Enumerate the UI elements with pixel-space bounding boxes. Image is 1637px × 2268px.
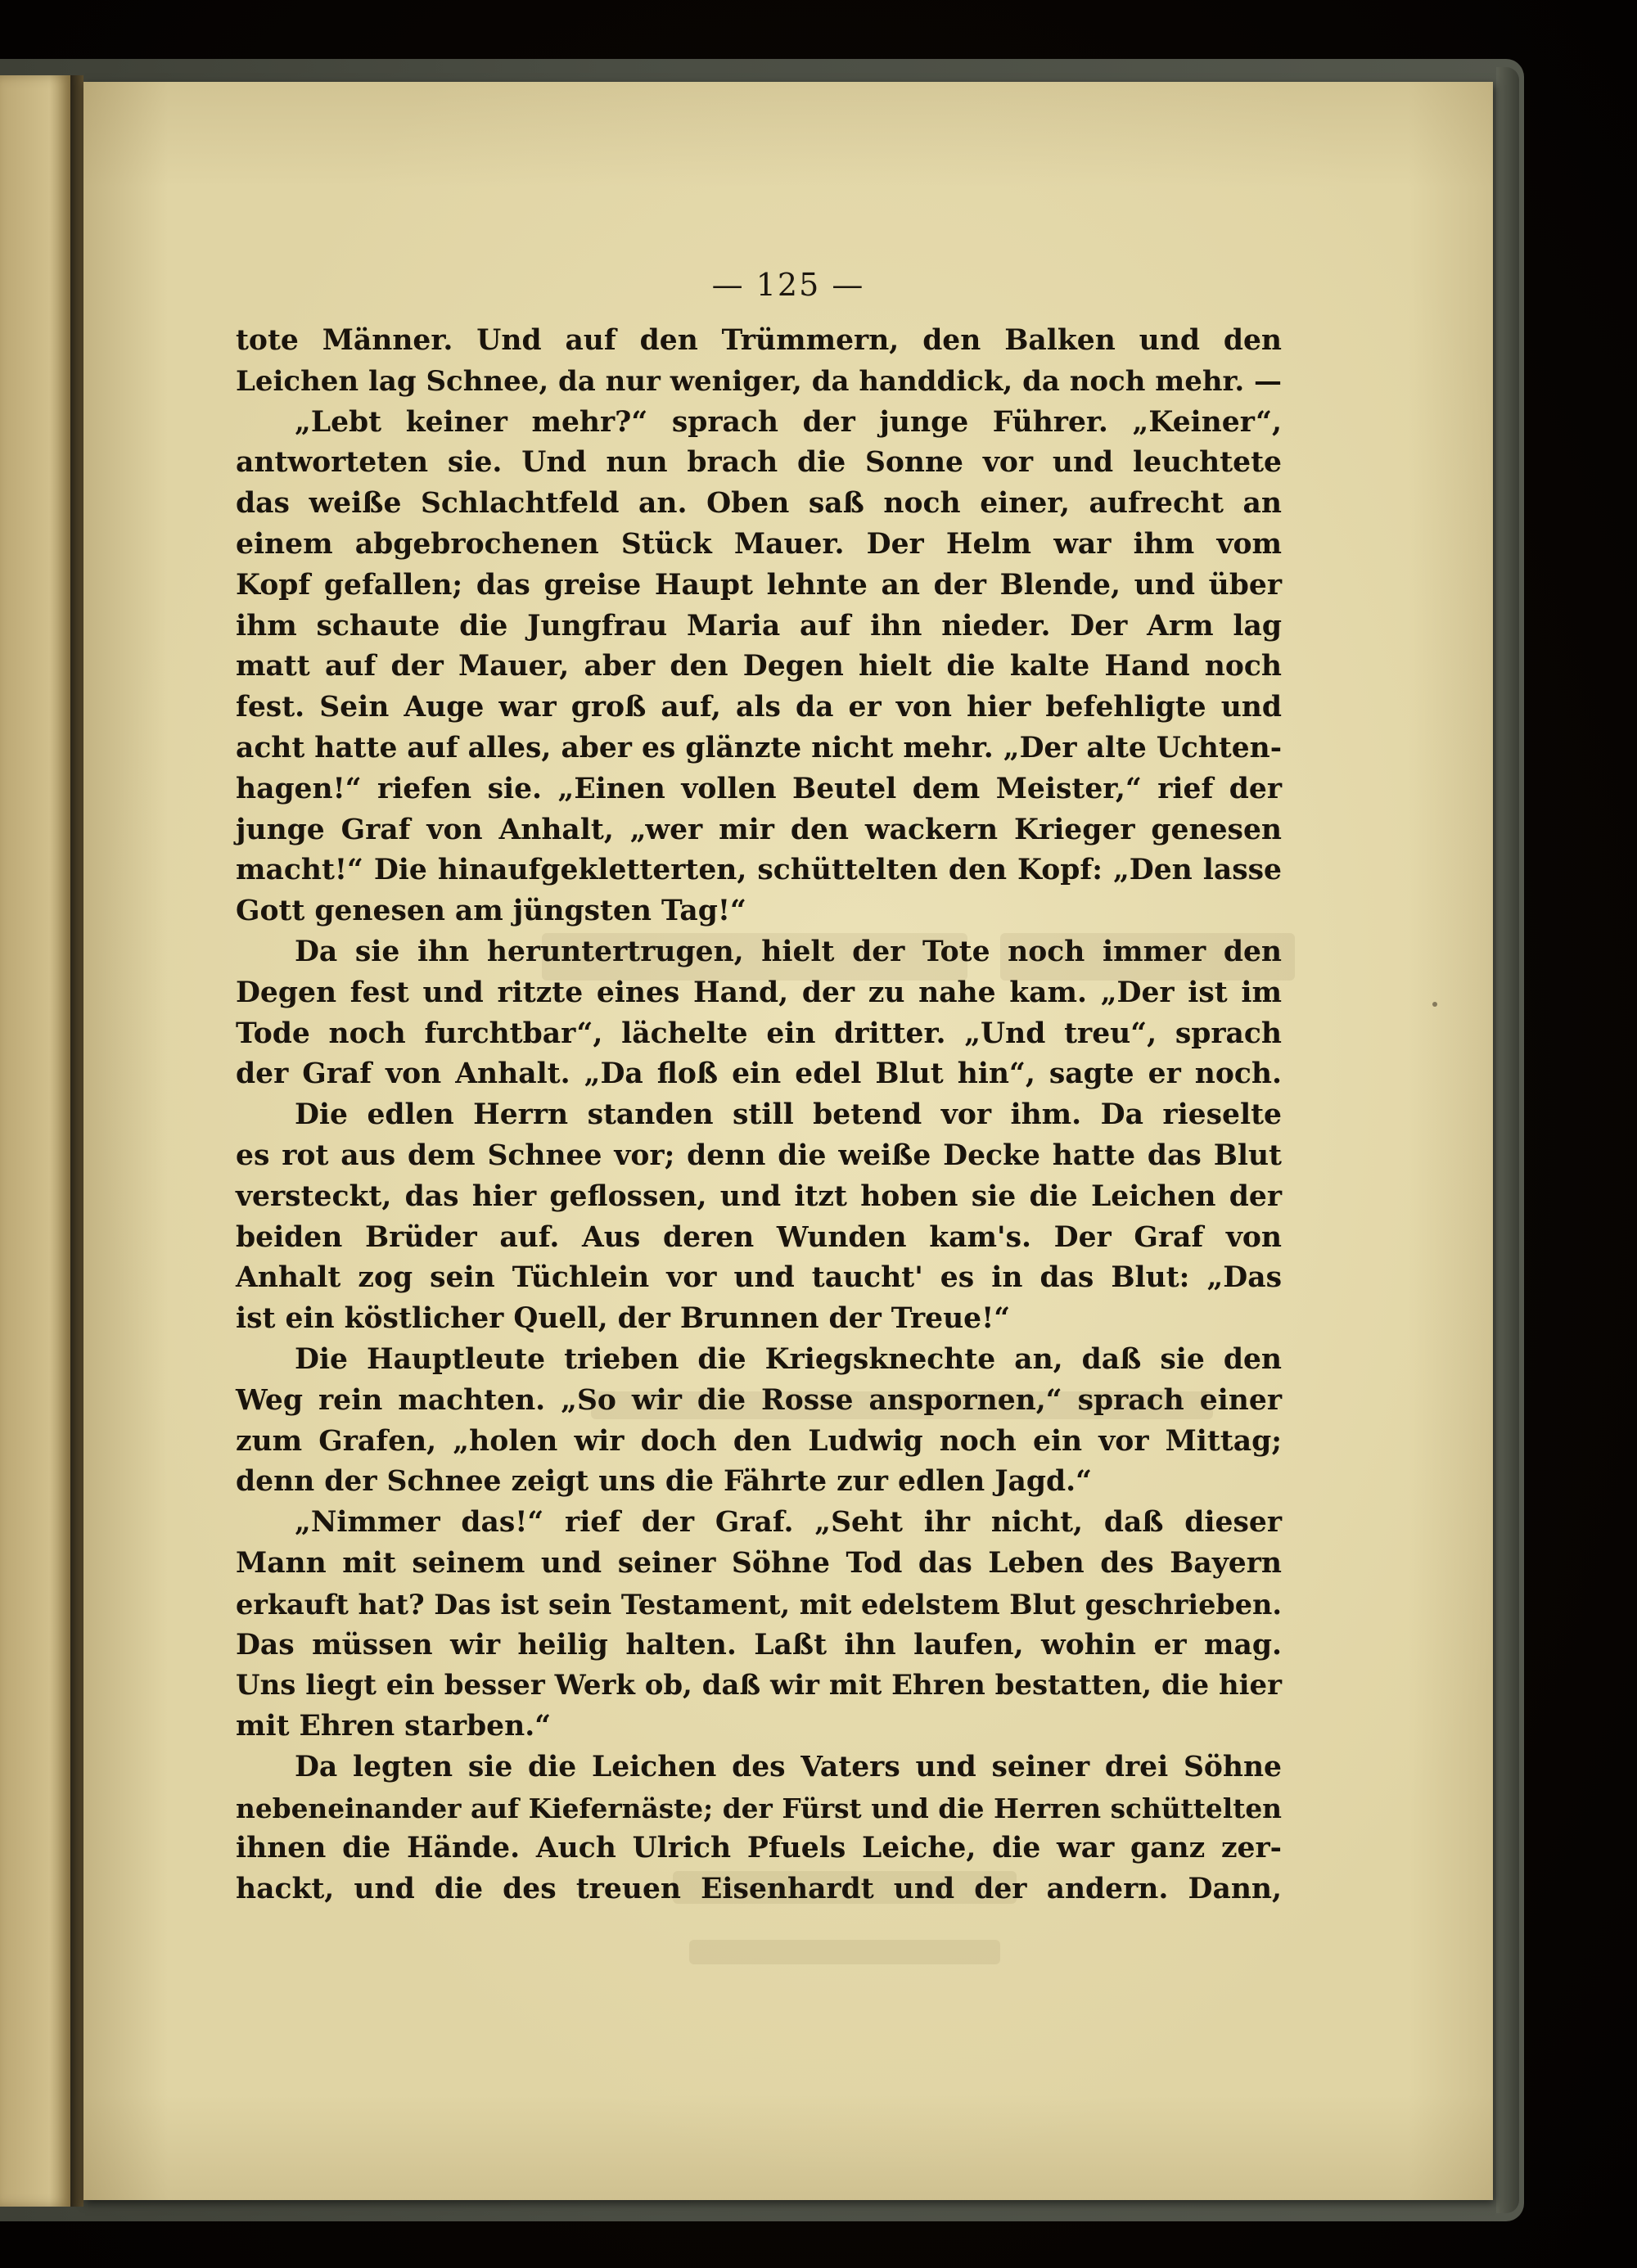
text-line: denn der Schnee zeigt uns die Fährte zur edlen Jagd.“ bbox=[236, 1465, 1093, 1499]
text-line: Da sie ihn heruntertrugen, hielt der Tote noch immer den bbox=[295, 935, 1282, 968]
text-line: Degen fest und ritzte eines Hand, der zu nahe kam. „Der ist im bbox=[236, 976, 1282, 1009]
text-line: antworteten sie. Und nun brach die Sonne vor und leuchtete bbox=[236, 446, 1282, 480]
text-line: Die Hauptleute trieben die Kriegsknechte an, daß sie den bbox=[295, 1342, 1282, 1376]
text-line: erkauft hat? Das ist sein Testament, mit edelstem Blut geschrieben. bbox=[236, 1588, 1282, 1621]
text-line: hagen!“ riefen sie. „Einen vollen Beutel dem Meister,“ rief der bbox=[236, 772, 1282, 805]
text-line: Leichen lag Schnee, da nur weniger, da handdick, da noch mehr. — bbox=[236, 364, 1282, 398]
text-line: „Nimmer das!“ rief der Graf. „Seht ihr nicht, daß dieser bbox=[295, 1506, 1282, 1540]
text-line: versteckt, das hier geflossen, und itzt hoben sie die Leichen der bbox=[236, 1179, 1282, 1213]
text-line: tote Männer. Und auf den Trümmern, den Balken und den bbox=[236, 324, 1282, 357]
book-gutter bbox=[70, 75, 83, 2207]
left-page-edge bbox=[0, 75, 70, 2207]
text-line: der Graf von Anhalt. „Da floß ein edel Blut hin“, sagte er noch. bbox=[236, 1057, 1282, 1091]
text-line: mit Ehren starben.“ bbox=[236, 1710, 552, 1743]
paper-speck bbox=[1432, 1002, 1437, 1007]
text-line: Tode noch furchtbar“, lächelte ein dritter. „Und treu“, sprach bbox=[236, 1017, 1282, 1050]
text-line: acht hatte auf alles, aber es glänzte nicht mehr. „Der alte Uchten- bbox=[236, 731, 1282, 764]
page-number: — 125 — bbox=[711, 267, 865, 303]
text-line: Gott genesen am jüngsten Tag!“ bbox=[236, 895, 746, 928]
text-line: es rot aus dem Schnee vor; denn die weiße Decke hatte das Blut bbox=[236, 1139, 1282, 1172]
text-line: Da legten sie die Leichen des Vaters und seiner drei Söhne bbox=[295, 1750, 1282, 1783]
text-line: „Lebt keiner mehr?“ sprach der junge Führer. „Keiner“, bbox=[295, 405, 1282, 439]
text-line: einem abgebrochenen Stück Mauer. Der Helm war ihm vom bbox=[236, 527, 1282, 561]
text-line: matt auf der Mauer, aber den Degen hielt die kalte Hand noch bbox=[236, 650, 1282, 683]
text-line: zum Grafen, „holen wir doch den Ludwig noch ein vor Mittag; bbox=[236, 1424, 1282, 1458]
text-line: das weiße Schlachtfeld an. Oben saß noch einer, aufrecht an bbox=[236, 487, 1282, 521]
text-line: Die edlen Herrn standen still betend vor ihm. Da rieselte bbox=[295, 1098, 1282, 1132]
text-line: Uns liegt ein besser Werk ob, daß wir mit Ehren bestatten, die hier bbox=[236, 1669, 1282, 1702]
book-page bbox=[83, 82, 1493, 2200]
text-line: hackt, und die des treuen Eisenhardt und der andern. Dann, bbox=[236, 1873, 1282, 1906]
text-line: Kopf gefallen; das greise Haupt lehnte an der Blende, und über bbox=[236, 568, 1282, 602]
text-line: Das müssen wir heilig halten. Laßt ihn laufen, wohin er mag. bbox=[236, 1628, 1282, 1662]
text-line: ihnen die Hände. Auch Ulrich Pfuels Leiche, die war ganz zer- bbox=[236, 1832, 1282, 1865]
text-line: fest. Sein Auge war groß auf, als da er von hier befehligte und bbox=[236, 691, 1282, 724]
text-line: nebeneinander auf Kiefernäste; der Fürst und die Herren schüttelten bbox=[236, 1792, 1282, 1824]
text-line: ihm schaute die Jungfrau Maria auf ihn nieder. Der Arm lag bbox=[236, 609, 1282, 643]
text-line: junge Graf von Anhalt, „wer mir den wackern Krieger genesen bbox=[236, 813, 1282, 846]
text-line: beiden Brüder auf. Aus deren Wunden kam's. Der Graf von bbox=[236, 1220, 1282, 1254]
body-text bbox=[236, 321, 1282, 1910]
text-line: macht!“ Die hinaufgekletterten, schüttelten den Kopf: „Den lasse bbox=[236, 854, 1282, 887]
text-line: Anhalt zog sein Tüchlein vor und taucht' es in das Blut: „Das bbox=[236, 1261, 1282, 1295]
text-line: Weg rein machten. „So wir die Rosse anspornen,“ sprach einer bbox=[236, 1383, 1282, 1417]
text-line: Mann mit seinem und seiner Söhne Tod das Leben des Bayern bbox=[236, 1546, 1282, 1580]
text-line: ist ein köstlicher Quell, der Brunnen der Treue!“ bbox=[236, 1302, 1011, 1336]
